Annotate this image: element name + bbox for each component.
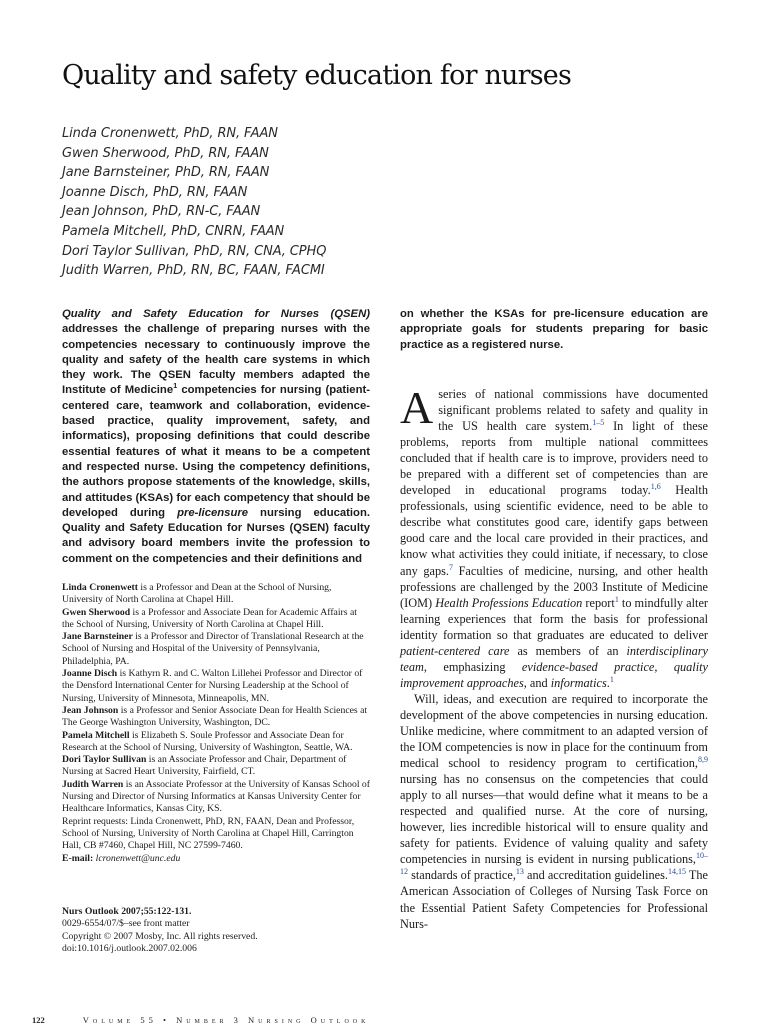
author-name: Pamela Mitchell, PhD, CNRN, FAAN <box>62 223 285 239</box>
author-name: Linda Cronenwett, PhD, RN, FAAN <box>62 126 278 141</box>
reference-marker[interactable]: 1 <box>173 381 178 391</box>
page-number: 122 <box>32 1015 45 1025</box>
body-emphasis: evidence-based practice, quality improvement approaches <box>400 659 709 690</box>
email-link[interactable]: lcronenwett@unc.edu <box>95 852 181 864</box>
abstract-text: addresses the challenge of preparing nurses with the competencies necessary to continuously improve the quality and safety of the health care systems in which they work. The QSEN faculty members adapted the Institute of Medicine <box>62 323 370 397</box>
reference-marker[interactable]: 10–12 <box>400 851 708 877</box>
body-paragraph <box>400 691 708 932</box>
body-emphasis: patient-centered care <box>400 643 510 658</box>
body-sentence: Health professionals, using scientific evidence, need to be able to describe what constitutes good care, identify gaps between good care and the local care provided in their practices, and know what activities they could initiate, if necessary, to close any gaps. <box>400 483 708 578</box>
affiliation-text: is a Professor and Director of Translational Research at the School of Nursing and Hospital of the University of Pennsylvania, Philadelphia, PA. <box>62 631 364 667</box>
journal-citation: Nurs Outlook 2007;55:122-131. <box>62 906 192 917</box>
author-name: Joanne Disch, PhD, RN, FAAN <box>62 184 248 200</box>
reference-marker[interactable]: 13 <box>515 867 524 877</box>
body-sentence: , emphasizing <box>423 659 522 674</box>
body-sentence: and accreditation guidelines. <box>523 868 669 883</box>
reference-marker[interactable]: 1 <box>614 594 619 604</box>
affiliation-text: is Elizabeth S. Soule Professor and Associate Dean for Research at the School of Nursing, University of Washington, Seattle, WA. <box>62 729 353 753</box>
affiliation <box>62 668 370 705</box>
author-name: Judith Warren, PhD, RN, BC, FAAN, FACMI <box>62 263 325 279</box>
reference-marker[interactable]: 1–5 <box>592 418 605 427</box>
running-footer: Volume 55 • Number 3 Nursing Outlook <box>82 1015 370 1025</box>
reference-marker[interactable]: 14,15 <box>668 867 687 877</box>
reference-marker[interactable]: 1,6 <box>650 482 661 492</box>
affiliation-name: Judith Warren <box>62 778 124 790</box>
affiliation-text: is a Professor and Dean at the School of Nursing, University of North Carolina at Chapel Hill. <box>62 582 332 606</box>
citation-block <box>62 906 370 956</box>
reference-marker[interactable]: 7 <box>448 562 453 572</box>
affiliation <box>62 705 370 730</box>
body-sentence: Will, ideas, and execution are required to incorporate the development of the above competencies in nursing education. Unlike medicine, where commitment to an adapted version of the IOM competencies is now in place for the continuum from medical school to residency program to certification, <box>400 691 708 771</box>
affiliation-name: Jane Barnsteiner <box>62 631 133 643</box>
author-name: Dori Taylor Sullivan, PhD, RN, CNA, CPHQ <box>62 243 327 259</box>
body-sentence: standards of practice, <box>408 868 516 883</box>
affiliation-text: is an Associate Professor at the University of Kansas School of Nursing and Director of Nursing Informatics at Kansas University Center for Healthcare Informatics, Kansas City, KS. <box>62 778 370 815</box>
body-emphasis: Health Professions Education <box>435 595 583 610</box>
email-line <box>62 853 370 865</box>
copyright: Copyright © 2007 Mosby, Inc. All rights reserved. <box>62 930 258 942</box>
body-paragraph <box>400 382 709 691</box>
body-sentence: as members of an <box>509 643 627 658</box>
affiliation <box>62 607 370 632</box>
body-emphasis: interdisciplinary team <box>400 643 708 674</box>
affiliation-name: Gwen Sherwood <box>62 606 131 618</box>
affiliation-text: is a Professor and Associate Dean for Academic Affairs at the School of Nursing, University of North Carolina at Chapel Hill. <box>62 606 357 630</box>
abstract-text: nursing education. Quality and Safety Education for Nurses (QSEN) faculty and advisory board members invite the profession to comment on the competencies and their definitions and <box>62 506 370 565</box>
issn: 0029-6554/07/$–see front matter <box>62 918 190 930</box>
body-sentence: , and <box>523 675 551 690</box>
affiliation <box>62 779 370 816</box>
body-sentence: . <box>606 675 610 690</box>
body-sentence: In light of these problems, reports from multiple national committees concluded that if health care is to improve, providers need to be prepared with a different set of competencies than are developed in educational programs today. <box>400 419 708 498</box>
abstract-text: competencies for nursing (patient-centered care, teamwork and collaboration, evidence-based practice, quality improvement, safety, and informatics), proposing definitions that could describe essential features of what it means to be a competent and respected nurse. Using the competency definitions, the authors propose statements of the knowledge, skills, and attitudes (KSAs) for each competency that should be developed during <box>62 384 370 519</box>
body-sentence: to mindfully alter learning experiences that form the basis for professional identity formation so that graduates are educated to deliver <box>400 595 709 642</box>
body-sentence: nursing has no consensus on the competencies that could apply to all nurses—that would define what it means to be a respected and qualified nurse. At the core of nursing, however, lies incredible historical will to ensure quality and safety for patients. Evidence of valuing quality and safety competencies in nursing is evident in nursing publications, <box>400 772 708 867</box>
author-name: Jane Barnsteiner, PhD, RN, FAAN <box>62 165 270 181</box>
body-sentence: The American Association of Colleges of Nursing Task Force on the Essential Patient Safety Competencies for Professional Nurs- <box>400 868 708 931</box>
author-name: Gwen Sherwood, PhD, RN, FAAN <box>62 145 269 161</box>
affiliation-name: Pamela Mitchell <box>62 729 130 741</box>
drop-cap: A <box>400 382 434 433</box>
affiliation <box>62 582 370 607</box>
article-title: Quality and safety education for nurses <box>62 60 572 91</box>
author-name: Jean Johnson, PhD, RN-C, FAAN <box>62 204 261 220</box>
author-list <box>62 124 326 281</box>
affiliation-text: is an Associate Professor and Chair, Department of Nursing at Sacred Heart University, Fairfield, CT. <box>62 754 347 778</box>
reprint-requests: Reprint requests: Linda Cronenwett, PhD, RN, FAAN, Dean and Professor, School of Nursing, University of North Carolina at Chapel Hill, Carrington Hall, CB #7460, Chapel Hill, NC 27599-7460. <box>62 815 355 852</box>
affiliation <box>62 754 370 779</box>
author-affiliations <box>62 582 370 865</box>
email-label: E-mail: <box>62 852 94 864</box>
body-sentence: report <box>582 595 615 610</box>
doi[interactable]: doi:10.1016/j.outlook.2007.02.006 <box>62 943 197 955</box>
abstract-right: on whether the KSAs for pre-licensure education are appropriate goals for students preparing for basic practice as a registered nurse. <box>400 308 708 351</box>
abstract-emphasis: pre-licensure <box>177 506 249 519</box>
reference-marker[interactable]: 1 <box>609 674 614 684</box>
abstract-left <box>62 307 370 567</box>
body-sentence: series of national commissions have documented significant problems related to safety and quality in the US health care system. <box>438 387 708 434</box>
affiliation <box>62 631 370 668</box>
affiliation-name: Linda Cronenwett <box>62 582 138 593</box>
affiliation-name: Dori Taylor Sullivan <box>62 754 147 766</box>
abstract-lead: Quality and Safety Education for Nurses (QSEN) <box>62 308 370 320</box>
body-emphasis: informatics <box>550 675 607 690</box>
body-text <box>400 382 709 932</box>
body-sentence: Faculties of medicine, nursing, and other health professions are challenged by the 2003 Institute of Medicine (IOM) <box>400 563 708 610</box>
affiliation-name: Joanne Disch <box>62 668 118 680</box>
reference-marker[interactable]: 8,9 <box>698 754 708 764</box>
affiliation-name: Jean Johnson <box>62 704 119 716</box>
affiliation-text: is Kathyrn R. and C. Walton Lillehei Professor and Director of the Densford International Center for Nursing Leadership at the School of Nursing, University of Minnesota, Minneapolis, MN. <box>62 668 363 704</box>
affiliation <box>62 730 370 755</box>
affiliation-text: is a Professor and Senior Associate Dean for Health Sciences at The George Washington University, Washington, DC. <box>62 704 368 729</box>
